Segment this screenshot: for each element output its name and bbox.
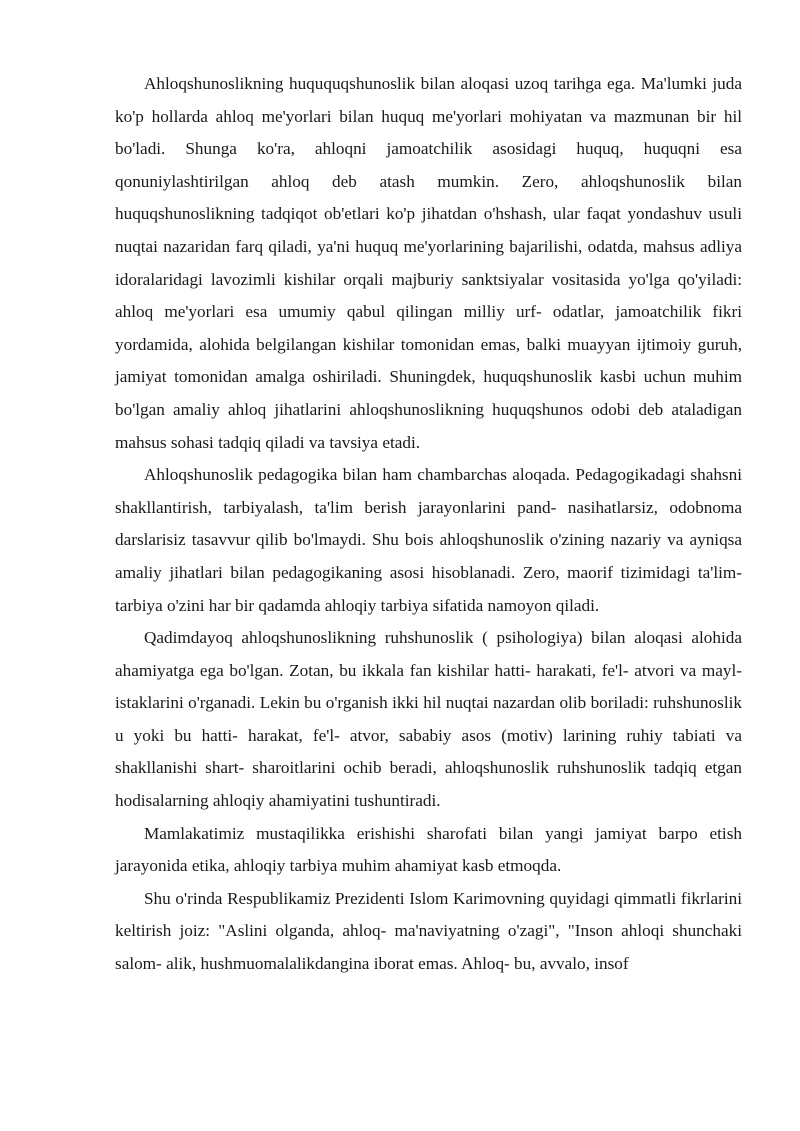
document-page: [115, 68, 742, 981]
paragraph-law: Ahloqshunoslikning huququqshunoslik bilan aloqasi uzoq tarihga ega. Ma'lumki juda ko'p hollarda ahloq me'yorlari bilan huquq me'yorlari mohiyatan va mazmunan bir hil bo'ladi. Shunga ko'ra, ahloqni jamoatchilik asosidagi huquq, huquqni esa qonuniylashtirilgan ahloq deb atash mumkin. Zero, ahloqshunoslik bilan huquqshunoslikning tadqiqot ob'etlari ko'p jihatdan o'hshash, ular faqat yondashuv usuli nuqtai nazaridan farq qiladi, ya'ni huquq me'yorlarining bajarilishi, odatda, mahsus adliya idoralaridagi lavozimli kishilar orqali majburiy sanktsiyalar vositasida yo'lga qo'yiladi: ahloq me'yorlari esa umumiy qabul qilingan milliy urf- odatlar, jamoatchilik fikri yordamida, alohida belgilangan kishilar tomonidan emas, balki muayyan ijtimoiy guruh, jamiyat tomonidan amalga oshiriladi. Shuningdek, huquqshunoslik kasbi uchun muhim bo'lgan amaliy ahloq jihatlarini ahloqshunoslikning huquqshunos odobi deb ataladigan mahsus sohasi tadqiq qiladi va tavsiya etadi.: [115, 74, 742, 452]
paragraph-president-quote: Shu o'rinda Respublikamiz Prezidenti Islom Karimovning quyidagi qimmatli fikrlarini keltirish joiz: "Aslini olganda, ahloq- ma'naviyatning o'zagi", "Inson ahloqi shunchaki salom- alik, hushmuomalalikdangina iborat emas. Ahloq- bu, avvalo, insof: [115, 888, 742, 974]
paragraph-psychology: Qadimdayoq ahloqshunoslikning ruhshunoslik ( psihologiya) bilan aloqasi alohida ahamiyatga ega bo'lgan. Zotan, bu ikkala fan kishilar hatti- harakati, fe'l- atvori va mayl- istaklarini o'rganadi. Lekin bu o'rganish ikki hil nuqtai nazardan olib boriladi: ruhshunoslik u yoki bu hatti- harakat, fe'l- atvor, sababiy asos (motiv) larining ruhiy tabiati va shakllanishi shart- sharoitlarini ochib beradi, ahloqshunoslik ruhshunoslik tadqiq etgan hodisalarning ahloqiy ahamiyatini tushuntiradi.: [115, 628, 742, 811]
paragraph-independence: Mamlakatimiz mustaqilikka erishishi sharofati bilan yangi jamiyat barpo etish jarayonida etika, ahloqiy tarbiya muhim ahamiyat kasb etmoqda.: [115, 823, 742, 876]
paragraph-pedagogy: Ahloqshunoslik pedagogika bilan ham chambarchas aloqada. Pedagogikadagi shahsni shakllantirish, tarbiyalash, ta'lim berish jarayonlarini pand- nasihatlarsiz, odobnoma darslarisiz tasavvur qilib bo'lmaydi. Shu bois ahloqshunoslik o'zining nazariy va ayniqsa amaliy jihatlari bilan pedagogikaning asosi hisoblanadi. Zero, maorif tizimidagi ta'lim- tarbiya o'zini har bir qadamda ahloqiy tarbiya sifatida namoyon qiladi.: [115, 465, 742, 615]
